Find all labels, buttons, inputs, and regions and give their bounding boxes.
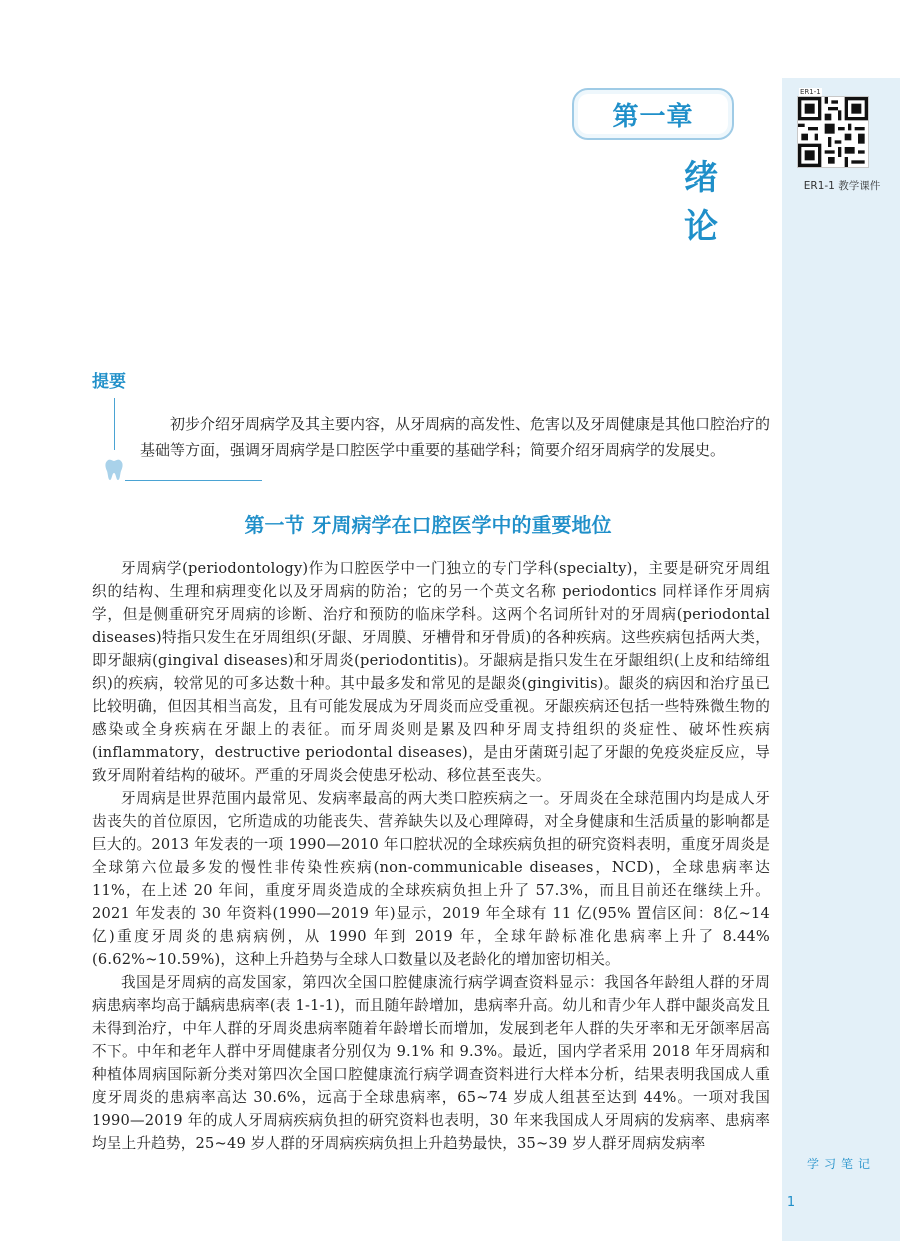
- body-paragraph: 我国是牙周病的高发国家，第四次全国口腔健康流行病学调查资料显示：我国各年龄组人群的牙周病患病率均高于龋病患病率(表 1-1-1)，而且随年龄增加，患病率升高。幼儿和青少年人群中龈炎高发且未得到治疗，中年人群的牙周炎患病率随着年龄增长而增加，发展到老年人群的失牙率和无牙颌率居高不下。中年和老年人群中牙周健康者分别仅为 9.1% 和 9.3%。最近，国内学者采用 2018 年牙周病和种植体周病国际新分类对第四次全国口腔健康流行病学调查资料进行大样本分析，结果表明我国成人重度牙周炎的患病率高达 30.6%，远高于全球患病率，65~74 岁成人组甚至达到 44%。一项对我国 1990—2019 年的成人牙周病疾病负担的研究资料也表明，30 年来我国成人牙周病的发病率、患病率均呈上升趋势，25~49 岁人群的牙周病疾病负担上升趋势最快，35~39 岁人群牙周病发病率: [92, 974, 770, 1152]
- body-paragraph: 牙周病是世界范围内最常见、发病率最高的两大类口腔疾病之一。牙周炎在全球范围内均是成人牙齿丧失的首位原因，它所造成的功能丧失、营养缺失以及心理障碍，对全身健康和生活质量的影响都是巨大的。2013 年发表的一项 1990—2010 年口腔状况的全球疾病负担的研究资料表明，重度牙周炎是全球第六位最多发的慢性非传染性疾病(non-communicable diseases，NCD)，全球患病率达 11%，在上述 20 年间，重度牙周炎造成的全球疾病负担上升了 57.3%，而且目前还在继续上升。2021 年发表的 30 年资料(1990—2019 年)显示，2019 年全球有 11 亿(95% 置信区间：8亿~14 亿)重度牙周炎的患病病例，从 1990 年到 2019 年，全球年龄标准化患病率上升了 8.44%(6.62%~10.59%)，这种上升趋势与全球人口数量以及老龄化的增加密切相关。: [92, 790, 770, 968]
- chapter-label: 第一章: [612, 101, 694, 132]
- qr-code-caption: ER1-1 教学课件: [803, 180, 881, 192]
- qr-code-tag: ER1-1: [800, 88, 821, 96]
- qr-code[interactable]: [797, 96, 869, 168]
- page-number: 1: [786, 1195, 796, 1210]
- section-title: 第一节 牙周病学在口腔医学中的重要地位: [244, 513, 612, 537]
- summary-heading: 提要: [92, 372, 126, 392]
- qr-code-graphic: [798, 97, 868, 167]
- body-paragraph: 牙周病学(periodontology)作为口腔医学中一门独立的专门学科(specialty)，主要是研究牙周组织的结构、生理和病理变化以及牙周病的防治；它的另一个英文名称 periodontics 同样译作牙周病学，但是侧重研究牙周病的诊断、治疗和预防的临床学科。这两个名词所针对的牙周病(periodontal diseases)特指只发生在牙周组织(牙龈、牙周膜、牙槽骨和牙骨质)的各种疾病。这些疾病包括两大类，即牙龈病(gingival diseases)和牙周炎(periodontitis)。牙龈病是指只发生在牙龈组织(上皮和结缔组织)的疾病，较常见的可多达数十种。其中最多发和常见的是龈炎(gingivitis)。龈炎的病因和治疗虽已比较明确，但因其相当高发，且有可能发展成为牙周炎而应受重视。牙龈疾病还包括一些特殊微生物的感染或全身疾病在牙龈上的表征。而牙周炎则是累及四种牙周支持组织的炎症性、破坏性疾病(inflammatory，destructive periodontal diseases)，是由牙菌斑引起了牙龈的免疫炎症反应，导致牙周附着结构的破坏。严重的牙周炎会使患牙松动、移位甚至丧失。: [92, 560, 770, 784]
- tooth-icon: [103, 458, 125, 482]
- body-text: [92, 557, 770, 1155]
- summary-vertical-rule: [114, 398, 115, 450]
- chapter-label-badge: [572, 88, 734, 140]
- summary-horizontal-rule: [125, 480, 262, 481]
- chapter-title: 绪 论: [684, 158, 740, 247]
- summary-text: 初步介绍牙周病学及其主要内容，从牙周病的高发性、危害以及牙周健康是其他口腔治疗的基础等方面，强调牙周病学是口腔医学中重要的基础学科；简要介绍牙周病学的发展史。: [140, 415, 771, 459]
- study-notes-label: 学习笔记: [806, 1157, 875, 1171]
- notes-margin-column: [782, 78, 900, 1241]
